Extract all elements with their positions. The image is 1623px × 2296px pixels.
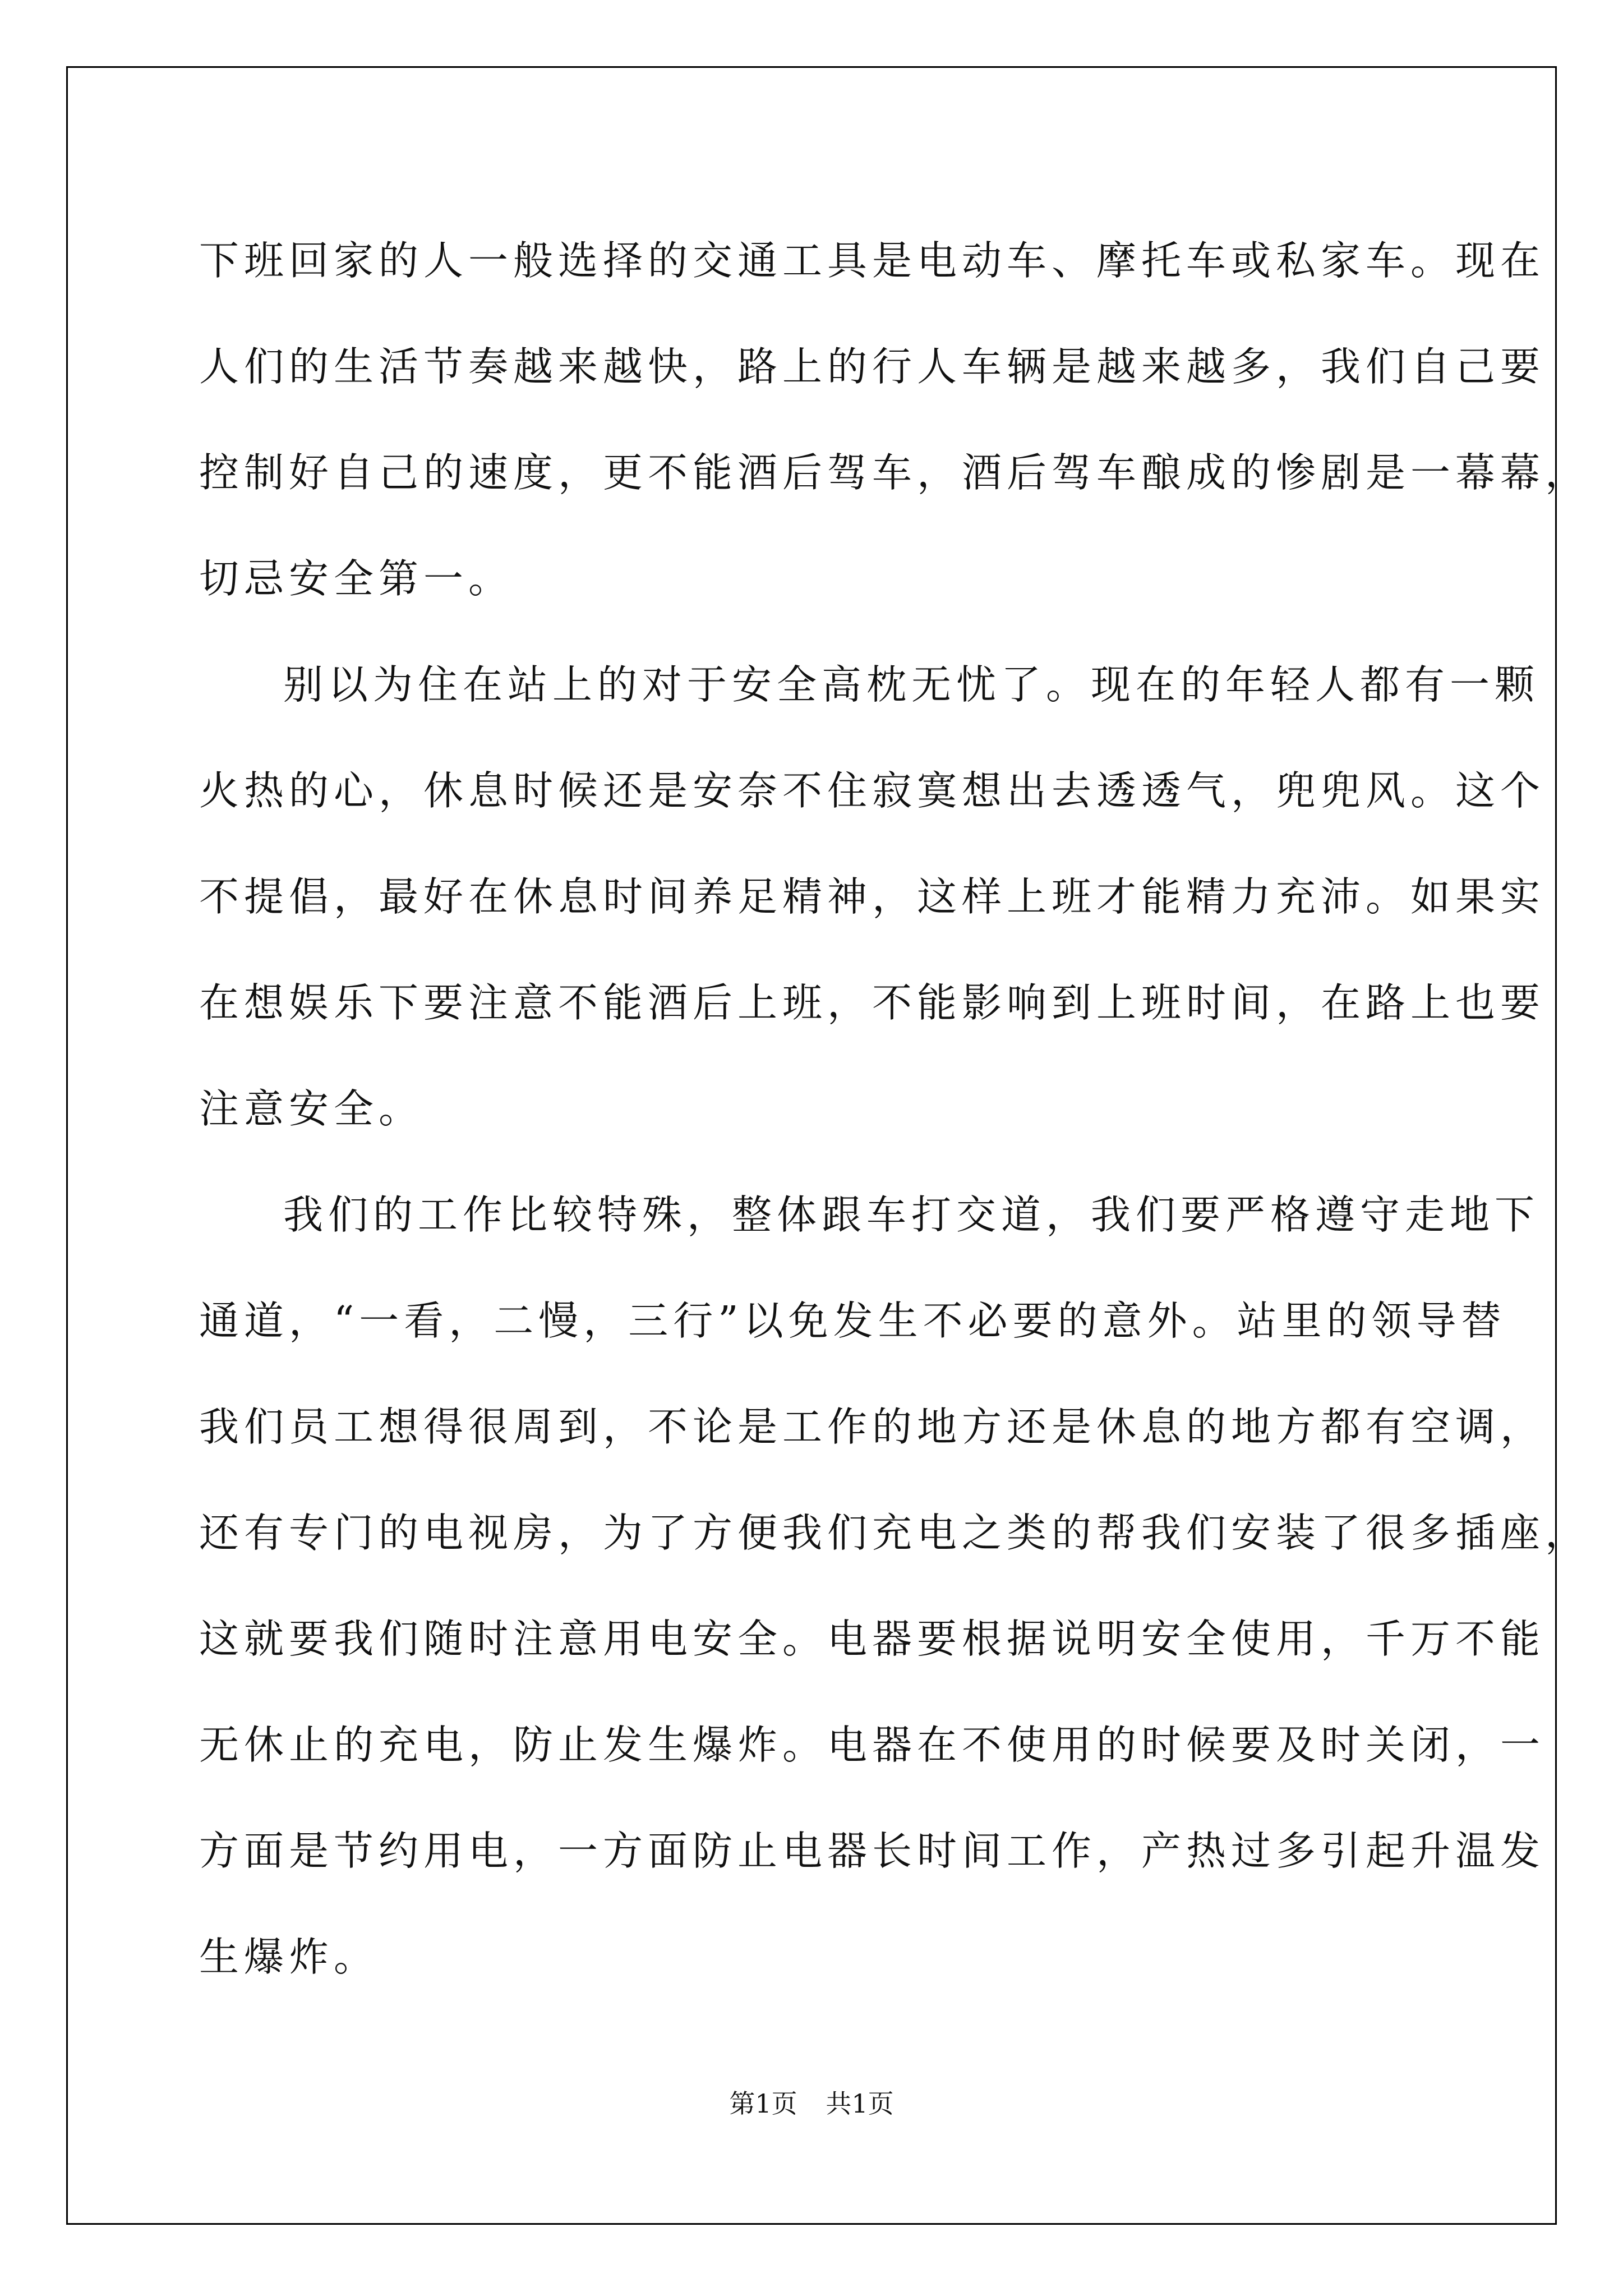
text-line: 不提倡，最好在休息时间养足精神，这样上班才能精力充沛。如果实 xyxy=(199,873,1546,920)
document-body xyxy=(199,208,1590,2010)
text-line: 我们员工想得很周到，不论是工作的地方还是休息的地方都有空调， xyxy=(199,1404,1546,1450)
page-total: 共1页 xyxy=(826,2088,894,2119)
text-line: 生爆炸。 xyxy=(199,1934,379,1980)
text-line: 在想娱乐下要注意不能酒后上班，不能影响到上班时间，在路上也要 xyxy=(199,979,1546,1026)
text-line: 人们的生活节奏越来越快，路上的行人车辆是越来越多，我们自己要 xyxy=(199,343,1546,390)
text-line: 下班回家的人一般选择的交通工具是电动车、摩托车或私家车。现在 xyxy=(199,237,1546,284)
text-line: 无休止的充电，防止发生爆炸。电器在不使用的时候要及时关闭，一 xyxy=(199,1722,1546,1768)
text-line: 这就要我们随时注意用电安全。电器要根据说明安全使用，千万不能 xyxy=(199,1616,1546,1662)
page-footer xyxy=(0,2087,1623,2120)
text-line: 还有专门的电视房，为了方便我们充电之类的帮我们安装了很多插座， xyxy=(199,1510,1590,1556)
text-line: 注意安全。 xyxy=(199,1085,424,1132)
page-number: 第1页 xyxy=(729,2088,797,2119)
text-line: 切忌安全第一。 xyxy=(199,555,514,602)
text-line: 控制好自己的速度，更不能酒后驾车，酒后驾车酿成的惨剧是一幕幕， xyxy=(199,449,1590,496)
text-line: 别以为住在站上的对于安全高枕无忧了。现在的年轻人都有一颗 xyxy=(283,661,1540,708)
text-line: 火热的心，休息时候还是安奈不住寂寞想出去透透气，兜兜风。这个 xyxy=(199,767,1546,814)
text-line: 方面是节约用电，一方面防止电器长时间工作，产热过多引起升温发 xyxy=(199,1828,1546,1874)
text-line: 我们的工作比较特殊，整体跟车打交道，我们要严格遵守走地下 xyxy=(283,1191,1540,1238)
text-line: 通道，“一看，二慢，三行”以免发生不必要的意外。站里的领导替 xyxy=(199,1297,1506,1344)
